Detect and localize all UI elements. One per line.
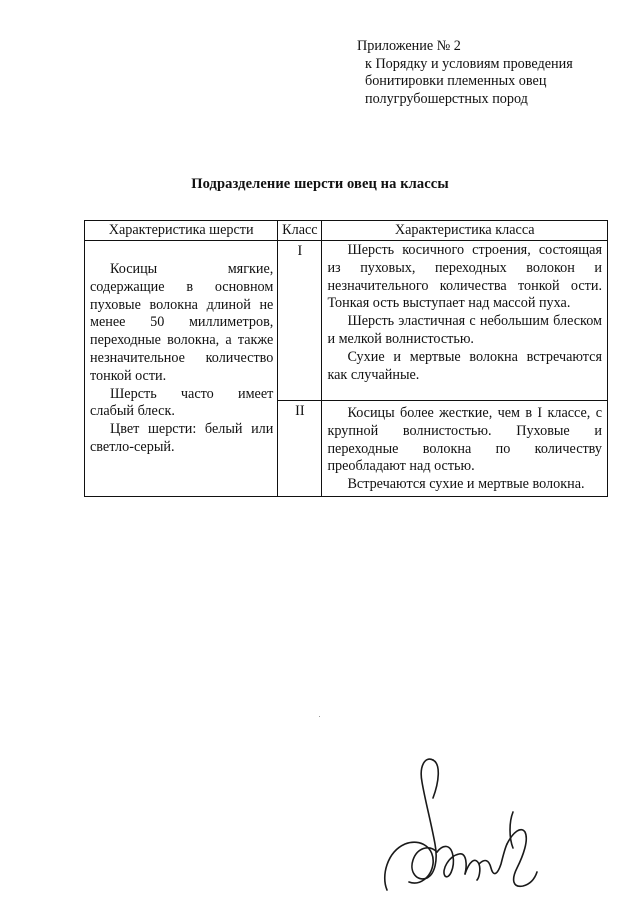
scan-speck	[319, 716, 320, 717]
class-cell-2: II	[278, 401, 322, 497]
wool-characteristic-paragraph: Цвет шерсти: белый или светло-серый.	[90, 421, 274, 455]
class-description-paragraph: Сухие и мертвые волокна встречаются как случайные.	[327, 348, 602, 383]
wool-characteristic-paragraph: Шерсть часто имеет слабый блеск.	[90, 385, 274, 420]
wool-characteristic-cell	[85, 241, 278, 497]
table-row	[85, 241, 608, 401]
appendix-header	[357, 38, 617, 108]
appendix-number: Приложение № 2	[357, 38, 461, 54]
class-description-paragraph: Шерсть косичного строения, состоящая из пуховых, переходных волокон и незначительного количества тонкой ости. Тонкая ость выступает над массой пуха.	[327, 242, 602, 312]
wool-characteristic-paragraph: Косицы мягкие, содержащие в основном пуховые волокна длиной не менее 50 миллиметров, переходные волокна, а также незначительное количество тонкой ости.	[90, 261, 274, 384]
class-cell-1: I	[278, 241, 322, 401]
handwritten-signature	[375, 752, 545, 897]
class-description-paragraph: Встречаются сухие и мертвые волокна.	[347, 476, 585, 493]
header-class-characteristic: Характеристика класса	[322, 221, 608, 241]
table-header-row	[85, 221, 608, 241]
header-wool-characteristic: Характеристика шерсти	[85, 221, 278, 241]
appendix-reference-line-1: к Порядку и условиям проведения	[365, 55, 573, 72]
class-description-cell-2	[322, 401, 608, 497]
header-class: Класс	[278, 221, 322, 241]
class-description-paragraph: Шерсть эластичная с небольшим блеском и мелкой волнистостью.	[327, 313, 602, 347]
wool-classes-table	[84, 220, 608, 497]
appendix-reference-line-3: полугрубошерстных пород	[365, 90, 528, 107]
appendix-reference-line-2: бонитировки племенных овец	[365, 73, 547, 89]
class-description-paragraph: Косицы более жесткие, чем в I классе, с крупной волнистостью. Пуховые и переходные волокна по количеству преобладают над остью.	[327, 405, 602, 475]
page-title: Подразделение шерсти овец на классы	[191, 176, 449, 192]
class-description-cell-1	[322, 241, 608, 401]
